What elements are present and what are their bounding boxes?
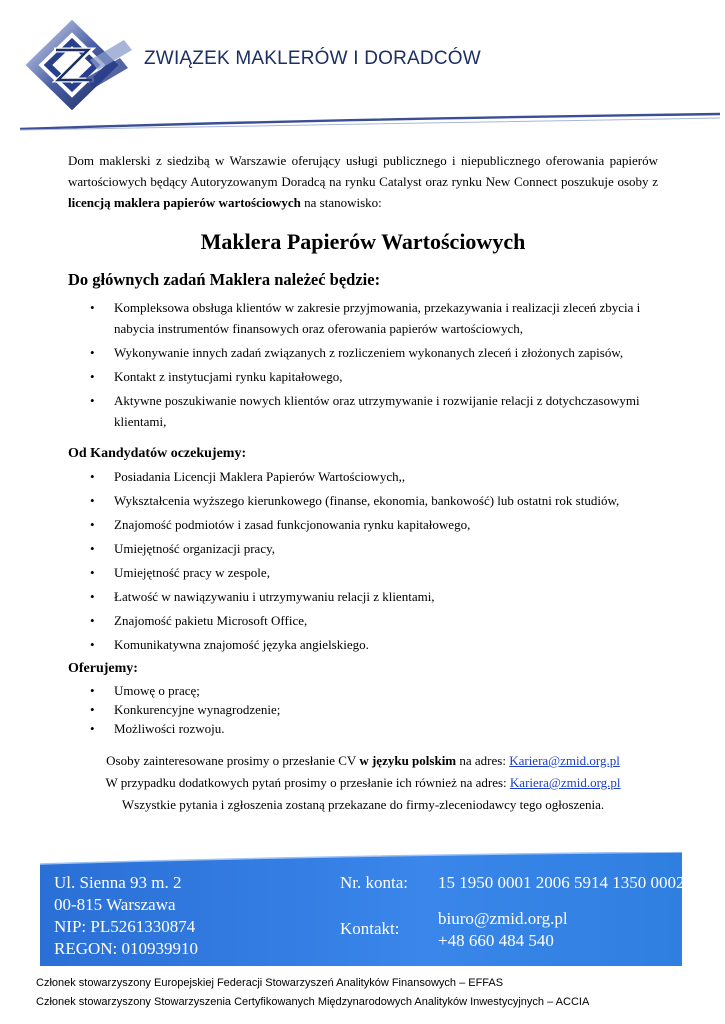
list-item: • Wykonywanie innych zadań związanych z rozliczeniem wykonanych zleceń i złożonych zapisów, [68,342,658,363]
organization-name: ZWIĄZEK MAKLERÓW I DORADCÓW [144,48,481,69]
letterhead [0,0,725,140]
list-item: • Konkurencyjne wynagrodzenie; [68,700,658,719]
list-item: • Kompleksowa obsługa klientów w zakresie przyjmowania, przekazywania i realizacji zleceń zbycia i nabycia instrumentów finansowych oraz oferowania papierów wartościowych, [68,297,658,339]
closing-line-3: Wszystkie pytania i zgłoszenia zostaną przekazane do firmy-zleceniodawcy tego ogłoszenia. [121,797,605,812]
membership-effas: Członek stowarzyszony Europejskiej Federacji Stowarzyszeń Analityków Finansowych – EFFAS [36,977,504,989]
memberships [36,974,589,1012]
duties-heading: Do głównych zadań Maklera należeć będzie: [68,270,381,289]
membership-accia: Członek stowarzyszony Stowarzyszenia Certyfikowanych Międzynarodowych Analityków Inwestycyjnych – ACCIA [36,996,590,1008]
list-item: • Znajomość podmiotów i zasad funkcjonowania rynku kapitałowego, [68,514,658,535]
contact-email[interactable]: biuro@zmid.org.pl [438,909,568,928]
closing-bold-text: w języku polskim [359,753,457,768]
closing-text: Osoby zainteresowane prosimy o przesłanie CV [106,753,360,768]
intro-text: Dom maklerski z siedzibą w Warszawie oferujący usługi publicznego i niepublicznego oferowania papierów wartościowych będący Autoryzowanym Doradcą na rynku Catalyst oraz rynku New Connect poszukuje osoby z [68,153,658,189]
list-item: • Aktywne poszukiwanie nowych klientów oraz utrzymywanie i rozwijanie relacji z dotychczasowymi klientami, [68,390,658,432]
list-item: • Kontakt z instytucjami rynku kapitałowego, [68,366,658,387]
list-item: • Wykształcenia wyższego kierunkowego (finanse, ekonomia, bankowość) lub ostatni rok studiów, [68,490,658,511]
closing-line-1 [68,750,658,772]
header-swoosh-line [20,112,720,132]
job-posting [68,150,658,816]
list-item: • Umiejętność organizacji pracy, [68,538,658,559]
account-number: 15 1950 0001 2006 5914 1350 0002 [438,873,685,892]
regon-number: REGON: 010939910 [54,939,199,958]
nip-number: NIP: PL5261330874 [54,917,196,936]
job-title: Maklera Papierów Wartościowych [200,229,526,254]
offer-heading: Oferujemy: [68,661,138,676]
requirements-list [68,466,658,655]
account-label: Nr. konta: [340,873,408,892]
intro-paragraph [68,150,658,213]
closing-section [68,750,658,816]
career-email-link[interactable]: Kariera@zmid.org.pl [509,753,620,768]
contact-phone: +48 660 484 540 [438,931,554,950]
list-item: • Znajomość pakietu Microsoft Office, [68,610,658,631]
closing-line-2 [68,772,658,794]
intro-text-end: na stanowisko: [300,195,382,210]
duties-list [68,297,658,432]
list-item: • Posiadania Licencji Maklera Papierów Wartościowych,, [68,466,658,487]
career-email-link-2[interactable]: Kariera@zmid.org.pl [509,775,621,790]
footer-address [54,872,198,960]
contact-label: Kontakt: [340,919,400,938]
offer-list [68,681,658,738]
address-city: 00-815 Warszawa [54,895,176,914]
list-item: • Możliwości rozwoju. [68,719,658,738]
list-item: • Komunikatywna znajomość języka angielskiego. [68,634,658,655]
closing-text: na adres: [456,753,510,768]
address-street: Ul. Sienna 93 m. 2 [54,873,182,892]
closing-text: W przypadku dodatkowych pytań prosimy o przesłanie ich również na adres: [105,775,510,790]
requirements-heading: Od Kandydatów oczekujemy: [68,446,247,461]
list-item: • Umowę o pracę; [68,681,658,700]
intro-bold-text: licencją maklera papierów wartościowych [68,195,301,210]
list-item: • Umiejętność pracy w zespole, [68,562,658,583]
list-item: • Łatwość w nawiązywaniu i utrzymywaniu relacji z klientami, [68,586,658,607]
zmid-logo-icon [20,20,138,110]
